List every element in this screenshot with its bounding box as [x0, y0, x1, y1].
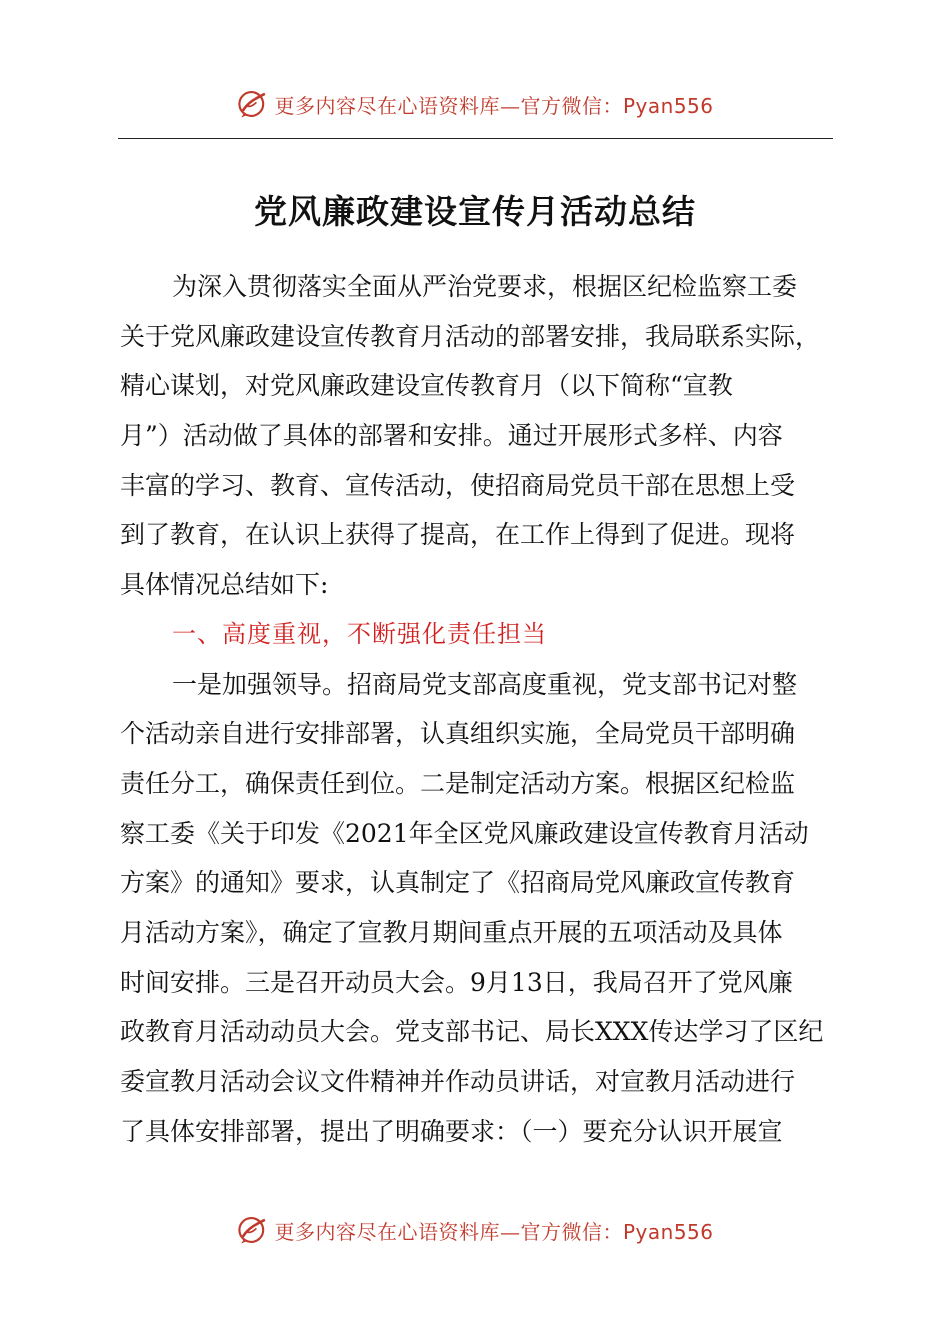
watermark-wechat-id: Pyan556 [622, 1219, 714, 1244]
header-rule [118, 138, 833, 139]
pen-swirl-logo-icon [236, 87, 270, 121]
paragraph-line: 察工委《关于印发《2021年全区党风廉政建设宣传教育月活动 [120, 818, 809, 848]
paragraph-line: 一是加强领导。招商局党支部高度重视，党支部书记对整 [172, 669, 798, 699]
paragraph-line: 时间安排。三是召开动员大会。9月13日，我局召开了党风廉 [120, 967, 793, 997]
document-title: 党风廉政建设宣传月活动总结 [254, 192, 696, 231]
paragraph-line: 委宣教月活动会议文件精神并作动员讲话，对宣教月活动进行 [120, 1067, 796, 1096]
watermark-wechat-id: Pyan556 [622, 93, 714, 118]
header-watermark [0, 84, 950, 124]
document-body [120, 262, 832, 1156]
paragraph-line: 责任分工，确保责任到位。二是制定活动方案。根据区纪检监 [120, 768, 796, 798]
footer-watermark [0, 1210, 950, 1250]
paragraph-line: 个活动亲自进行安排部署，认真组织实施，全局党员干部明确 [120, 719, 796, 749]
paragraph-line: 月”）活动做了具体的部署和安排。通过开展形式多样、内容 [120, 421, 783, 451]
paragraph-line: 政教育月活动动员大会。党支部书记、局长XXX传达学习了区纪 [120, 1017, 824, 1047]
paragraph-line: 到了教育，在认识上获得了提高，在工作上得到了促进。现将 [120, 520, 796, 550]
paragraph-line: 方案》的通知》要求，认真制定了《招商局党风廉政宣传教育 [120, 868, 796, 898]
watermark-text [274, 90, 713, 119]
paragraph-line: 为深入贯彻落实全面从严治党要求，根据区纪检监察工委 [172, 272, 798, 301]
watermark-text-cn: 更多内容尽在心语资料库—官方微信： [274, 1219, 623, 1244]
paragraph-line: 具体情况总结如下: [120, 570, 329, 600]
watermark-text-cn: 更多内容尽在心语资料库—官方微信： [274, 93, 623, 118]
paragraph-line: 丰富的学习、教育、宣传活动，使招商局党员干部在思想上受 [120, 470, 796, 500]
pen-swirl-logo-icon [236, 1213, 270, 1247]
section-heading: 一、高度重视，不断强化责任担当 [172, 619, 547, 648]
watermark-text [274, 1216, 713, 1245]
paragraph-line: 精心谋划，对党风廉政建设宣传教育月（以下简称“宣教 [120, 371, 733, 401]
paragraph-line: 关于党风廉政建设宣传教育月活动的部署安排，我局联系实际， [120, 321, 821, 351]
paragraph-line: 了具体安排部署，提出了明确要求：（一）要充分认识开展宣 [120, 1116, 783, 1146]
paragraph-line: 月活动方案》，确定了宣教月期间重点开展的五项活动及具体 [120, 917, 783, 947]
